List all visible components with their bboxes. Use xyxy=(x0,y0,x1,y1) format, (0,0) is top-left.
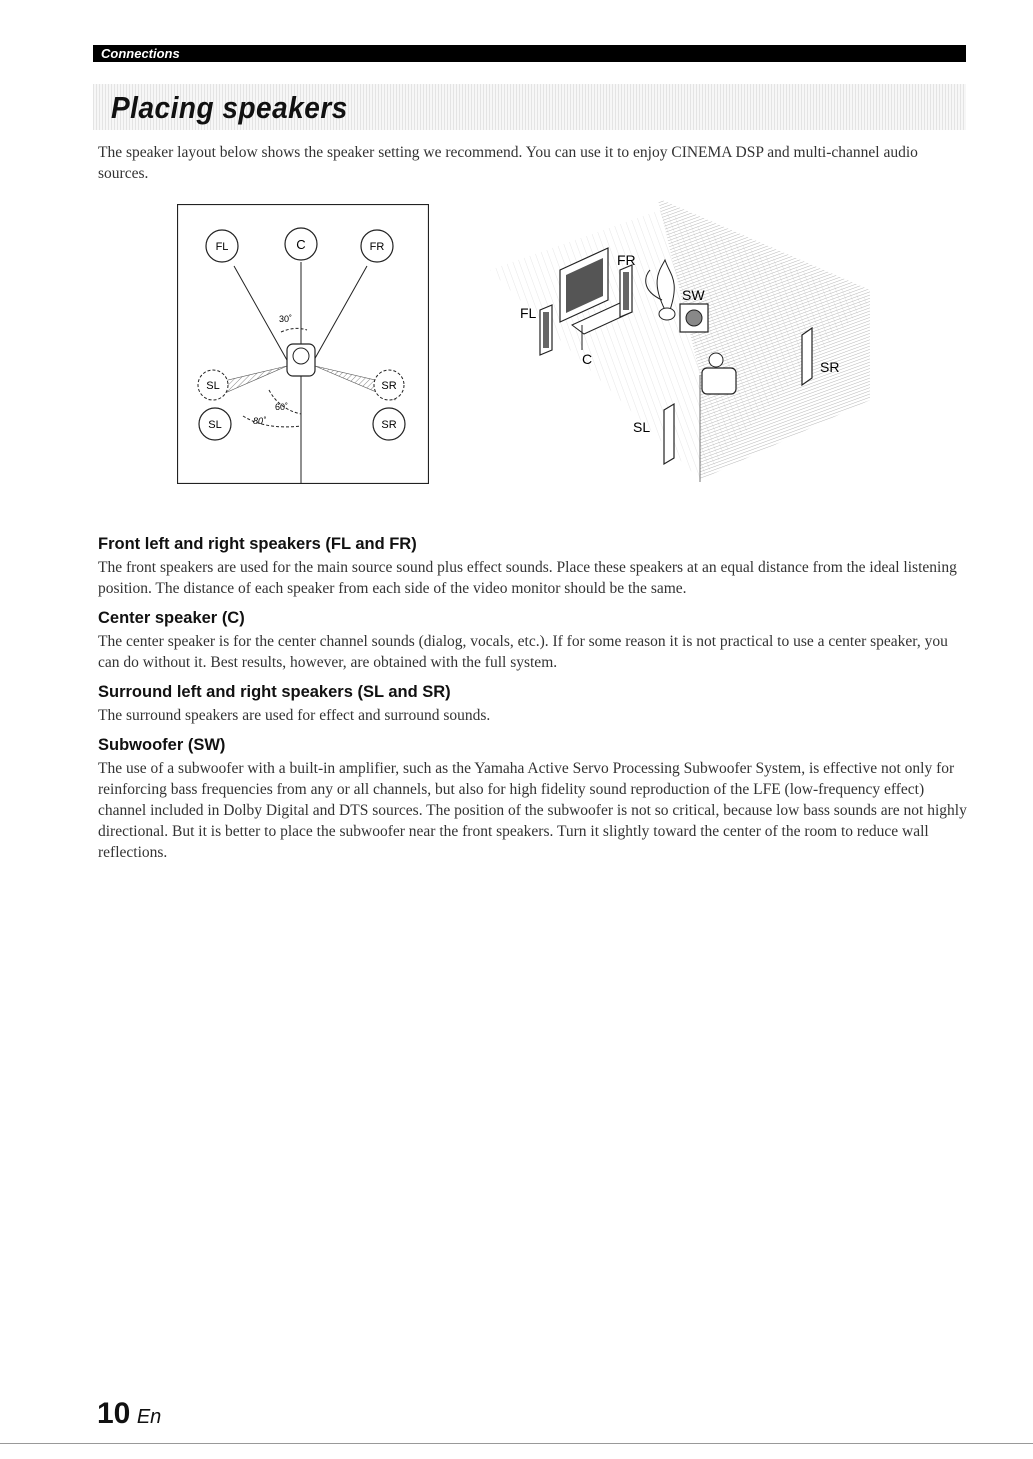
speaker-layout-diagram xyxy=(177,204,429,484)
speaker-sl xyxy=(199,408,231,440)
page-title: Placing speakers xyxy=(111,90,348,125)
angle-30-label: 30˚ xyxy=(279,314,293,324)
section-body-subwoofer: The use of a subwoofer with a built-in amplifier, such as the Yamaha Active Servo Processing Subwoofer System, is effective not only for reinforcing bass frequencies from any or all channels, but also for high fidelity sound reproduction of the LFE (low-frequency effect) channel included in Dolby Digital and DTS sources. The position of the subwoofer is not so critical, because low bass sounds are not highly directional. But it is better to place the subwoofer near the front speakers. Turn it slightly toward the center of the room to reduce wall reflections. xyxy=(98,760,967,861)
room-label-fr: FR xyxy=(617,252,636,268)
section-heading-front: Front left and right speakers (FL and FR) xyxy=(98,535,417,553)
speaker-sr xyxy=(373,408,405,440)
section-header-bar xyxy=(93,45,966,62)
section-heading-surround: Surround left and right speakers (SL and SR) xyxy=(98,683,451,701)
room-speaker-sr xyxy=(802,328,812,385)
label-sr-alt: SR xyxy=(381,380,397,392)
room-label-fl: FL xyxy=(520,305,537,321)
speaker-c xyxy=(285,228,317,260)
speaker-fr xyxy=(361,230,393,262)
bottom-rule xyxy=(0,1443,1033,1444)
room-label-sl: SL xyxy=(633,419,651,435)
speaker-fl xyxy=(206,230,238,262)
label-sr: SR xyxy=(381,419,397,431)
speaker-sl-alt xyxy=(198,370,228,400)
section-label: Connections xyxy=(101,46,180,61)
room-label-sr: SR xyxy=(820,359,840,375)
room-speaker-fl xyxy=(540,305,552,355)
room-label-sw: SW xyxy=(682,287,705,303)
content-sections xyxy=(98,533,968,871)
page-number xyxy=(97,1397,161,1431)
room-perspective-diagram xyxy=(490,200,880,482)
section-body-surround: The surround speakers are used for effect and surround sounds. xyxy=(98,707,491,724)
label-c: C xyxy=(296,237,306,252)
title-band xyxy=(93,84,966,130)
label-fl: FL xyxy=(215,241,229,253)
angle-60-label: 60˚ xyxy=(275,402,289,412)
section-heading-subwoofer: Subwoofer (SW) xyxy=(98,736,226,754)
room-label-c: C xyxy=(582,351,593,367)
page-language: En xyxy=(136,1406,162,1428)
label-sl-alt: SL xyxy=(206,380,220,392)
label-sl: SL xyxy=(208,419,222,431)
label-fr: FR xyxy=(369,241,385,253)
room-speaker-sl xyxy=(664,404,674,464)
section-body-center: The center speaker is for the center channel sounds (dialog, vocals, etc.). If for some reason it is not practical to use a center speaker, you can do without it. Best results, however, are obtained with the full system. xyxy=(98,633,948,671)
page-number-value: 10 xyxy=(97,1397,131,1430)
angle-80-label: 80˚ xyxy=(253,416,267,426)
listener-head xyxy=(293,348,309,364)
speaker-sr-alt xyxy=(374,370,404,400)
section-body-front: The front speakers are used for the main source sound plus effect sounds. Place these speakers at an equal distance from the ideal listening position. The distance of each speaker from each side of the video monitor should be the same. xyxy=(98,559,957,597)
room-speaker-fr xyxy=(620,265,632,317)
room-subwoofer-sw xyxy=(680,304,708,332)
section-heading-center: Center speaker (C) xyxy=(98,609,245,627)
intro-paragraph: The speaker layout below shows the speaker setting we recommend. You can use it to enjoy CINEMA DSP and multi-channel audio sources. xyxy=(98,144,918,182)
